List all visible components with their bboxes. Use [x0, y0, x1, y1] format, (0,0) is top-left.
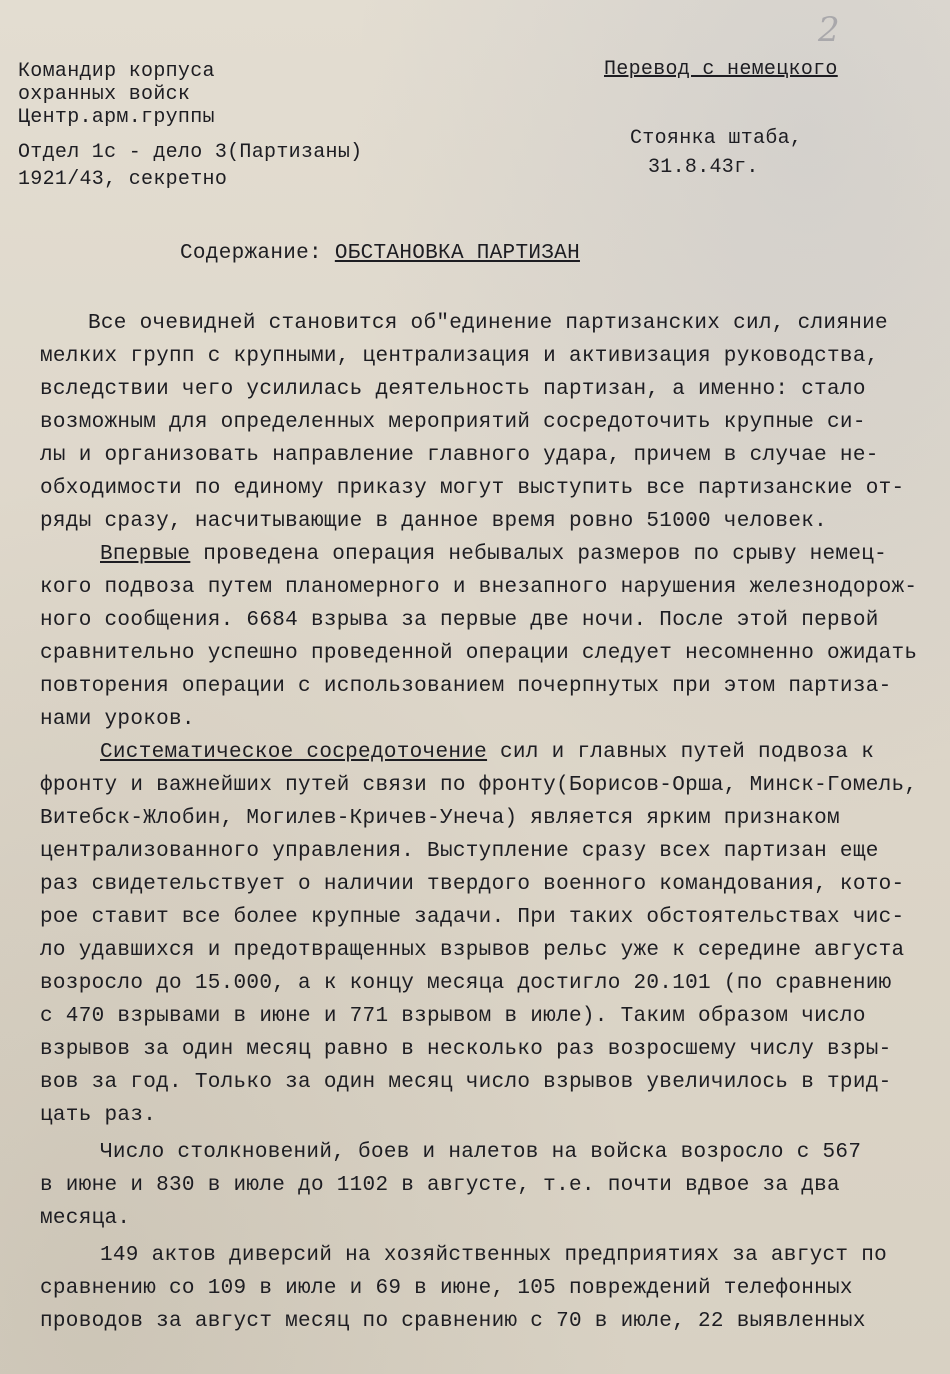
sender-line: Центр.арм.группы — [18, 106, 215, 129]
body-line: раз свидетельствует о наличии твердого военного командования, кото- — [40, 873, 905, 896]
secrecy-line: 1921/43, секретно — [18, 168, 228, 191]
body-line: с 470 взрывами в июне и 771 взрывом в июле). Таким образом число — [40, 1005, 866, 1028]
body-text: сил и главных путей подвоза к — [487, 741, 875, 764]
body-line: возможным для определенных мероприятий сосредоточить крупные си- — [40, 411, 866, 434]
emphasis-word: Впервые — [100, 543, 191, 566]
subject-line — [180, 242, 580, 265]
emphasis-phrase: Систематическое сосредоточение — [100, 741, 488, 764]
body-line: цать раз. — [40, 1104, 157, 1127]
body-line: мелких групп с крупными, централизация и активизация руководства, — [40, 345, 879, 368]
body-line: нами уроков. — [40, 708, 195, 731]
body-line: вов за год. Только за один месяц число взрывов увеличилось в трид- — [40, 1071, 892, 1094]
body-text: проведена операция небывалых размеров по срыву немец- — [190, 543, 888, 566]
document-body — [40, 307, 940, 1338]
file-reference: Отдел 1с - дело 3(Партизаны) — [18, 141, 363, 164]
body-line — [40, 538, 940, 571]
page-number-mark: 2 — [818, 10, 840, 50]
sender-line: охранных войск — [18, 83, 191, 106]
body-line: ного сообщения. 6684 взрыва за первые две ночи. После этой первой — [40, 609, 879, 632]
body-line: Число столкновений, боев и налетов на войска возросло с 567 — [100, 1141, 862, 1164]
body-line: повторения операции с использованием почерпнутых при этом партиза- — [40, 675, 892, 698]
body-line: кого подвоза путем планомерного и внезапного нарушения железнодорож- — [40, 576, 918, 599]
body-line: вследствии чего усилилась деятельность партизан, а именно: стало — [40, 378, 866, 401]
translation-note: Перевод с немецкого — [604, 58, 838, 81]
hq-location: Стоянка штаба, — [630, 127, 803, 150]
body-line: возросло до 15.000, а к концу месяца достигло 20.101 (по сравнению — [40, 972, 892, 995]
body-line: сравнительно успешно проведенной операции следует несомненно ожидать — [40, 642, 918, 665]
subject-label: Содержание: — [180, 242, 335, 265]
body-line: Все очевидней становится об"единение партизанских сил, слияние — [88, 312, 888, 335]
body-line: проводов за август месяц по сравнению с 70 в июле, 22 выявленных — [40, 1310, 866, 1333]
document-date: 31.8.43г. — [648, 156, 759, 179]
body-line: сравнению со 109 в июле и 69 в июне, 105 повреждений телефонных — [40, 1277, 853, 1300]
body-line: фронту и важнейших путей связи по фронту(Борисов-Орша, Минск-Гомель, — [40, 774, 918, 797]
body-line: ло удавшихся и предотвращенных взрывов рельс уже к середине августа — [40, 939, 905, 962]
body-line: рое ставит все более крупные задачи. При таких обстоятельствах чис- — [40, 906, 905, 929]
body-line: централизованного управления. Выступление сразу всех партизан еще — [40, 840, 879, 863]
body-line: 149 актов диверсий на хозяйственных предприятиях за август по — [100, 1244, 888, 1267]
body-line: ряды сразу, насчитывающие в данное время ровно 51000 человек. — [40, 510, 828, 533]
body-line: в июне и 830 в июле до 1102 в августе, т.е. почти вдвое за два — [40, 1174, 840, 1197]
body-line: месяца. — [40, 1207, 131, 1230]
body-line: обходимости по единому приказу могут выступить все партизанские от- — [40, 477, 905, 500]
body-line: взрывов за один месяц равно в несколько раз возросшему числу взры- — [40, 1038, 892, 1061]
body-line: Витебск-Жлобин, Могилев-Кричев-Унеча) является ярким признаком — [40, 807, 840, 830]
subject-title: ОБСТАНОВКА ПАРТИЗАН — [334, 242, 580, 265]
body-line — [40, 736, 940, 769]
sender-block — [18, 60, 362, 191]
body-line: лы и организовать направление главного удара, причем в случае не- — [40, 444, 879, 467]
sender-line: Командир корпуса — [18, 60, 215, 83]
